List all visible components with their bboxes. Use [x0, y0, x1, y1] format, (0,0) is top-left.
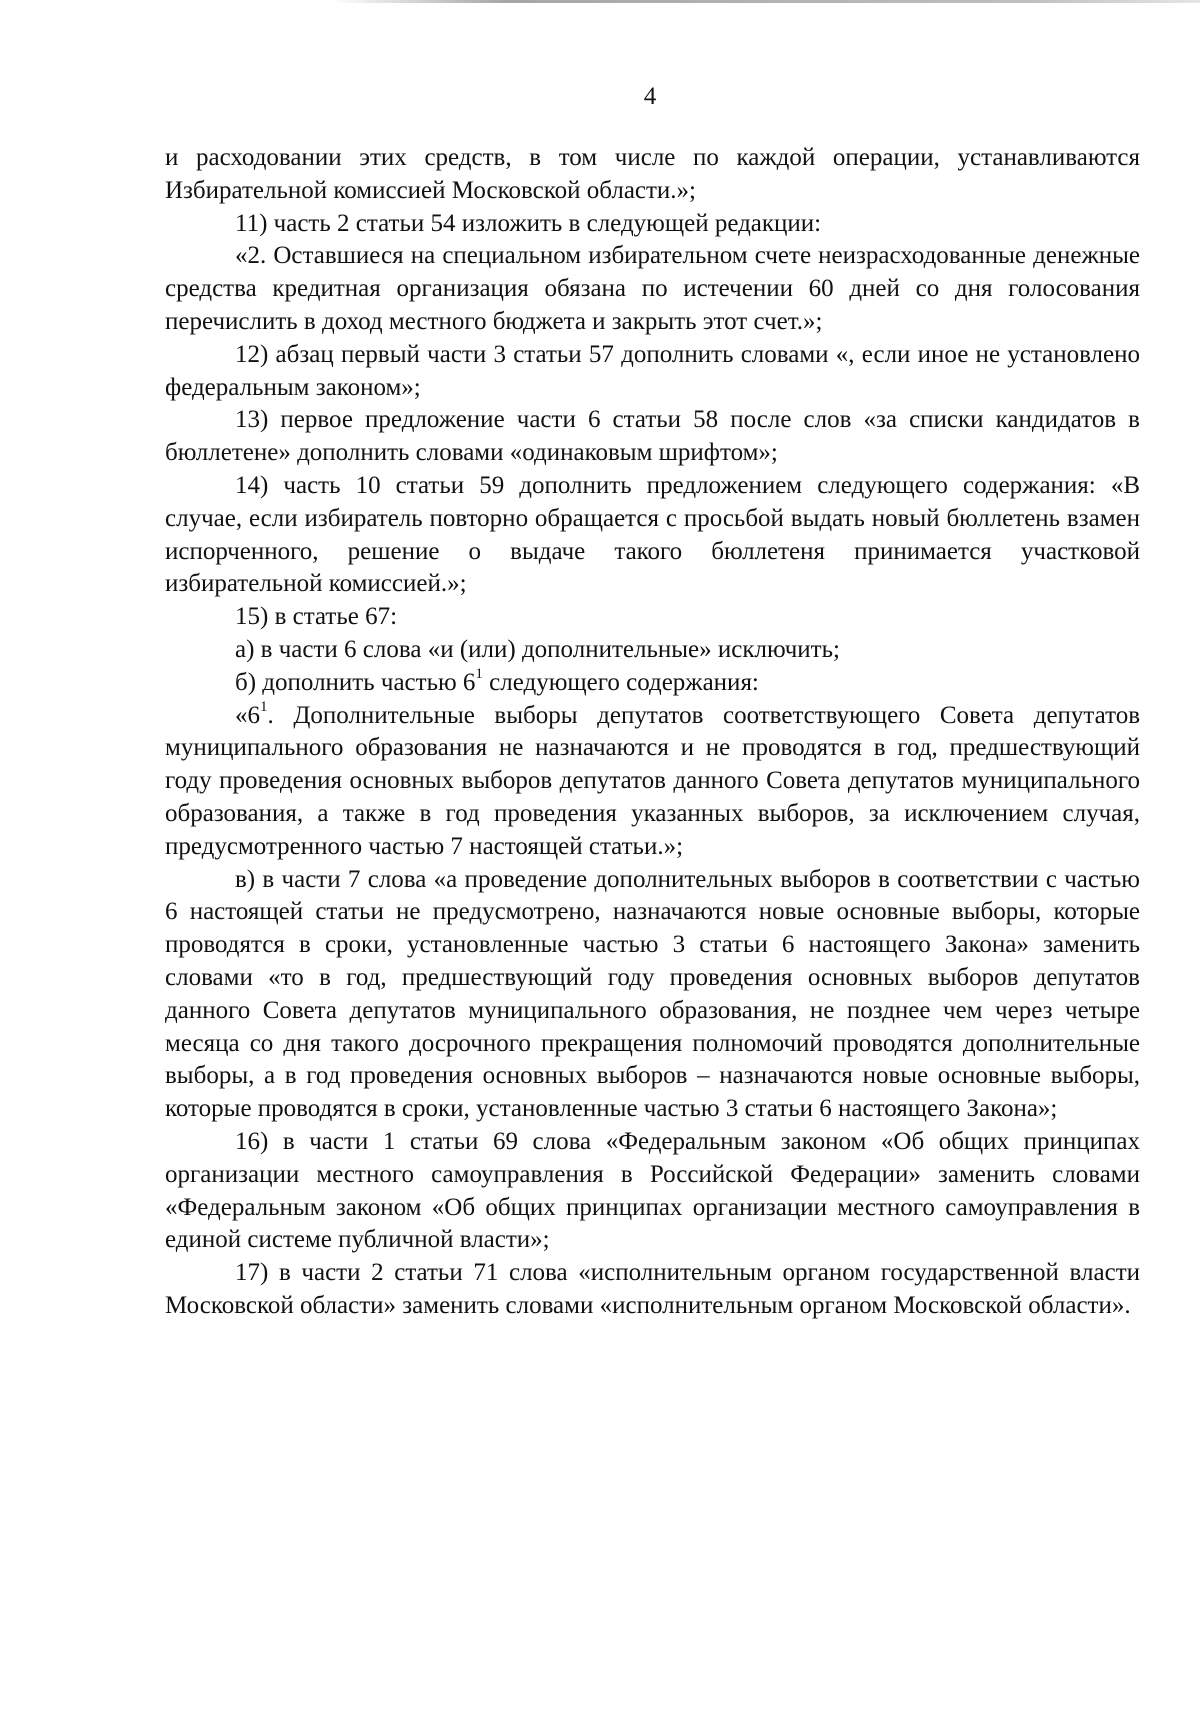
- paragraph-item-17: 17) в части 2 статьи 71 слова «исполнительным органом государственной власти Московской области» заменить словами «исполнительным органом Московской области».: [165, 1259, 1140, 1319]
- paragraph-part-6-1-text-start: «6: [235, 701, 260, 729]
- paragraph-item-13: 13) первое предложение части 6 статьи 58 после слов «за списки кандидатов в бюллетене» дополнить словами «одинаковым шрифтом»;: [165, 406, 1140, 467]
- paragraph-item-15b: [165, 667, 1140, 700]
- paragraph-item-12: 12) абзац первый части 3 статьи 57 дополнить словами «, если иное не установлено федеральным законом»;: [165, 340, 1140, 401]
- paragraph-item-15b-text-start: б) дополнить частью 6: [235, 668, 476, 696]
- paragraph-item-11: 11) часть 2 статьи 54 изложить в следующей редакции:: [235, 209, 822, 237]
- paragraph-item-15a: а) в части 6 слова «и (или) дополнительные» исключить;: [235, 635, 840, 663]
- page-number: 4: [643, 83, 657, 110]
- superscript-mark: 1: [260, 699, 268, 716]
- scan-edge-line: [330, 0, 1200, 3]
- paragraph-item-16: 16) в части 1 статьи 69 слова «Федеральным законом «Об общих принципах организации местного самоуправления в Российской Федерации» заменить словами «Федеральным законом «Об общих принципах организации местного самоуправления в единой системе публичной власти»;: [165, 1127, 1140, 1254]
- document-body: [165, 142, 1140, 1323]
- paragraph-continuation: и расходовании этих средств, в том числе по каждой операции, устанавливаются Избирательной комиссией Московской области.»;: [165, 144, 1140, 204]
- paragraph-part-6-1-text-end: . Дополнительные выборы депутатов соответствующего Совета депутатов муниципального образования не назначаются и не проводятся в год, предшествующий году проведения основных выборов депутатов данного Совета депутатов муниципального образования, а также в год проведения указанных выборов, за исключением случая, предусмотренного частью 7 настоящей статьи.»;: [165, 701, 1140, 860]
- paragraph-item-11-text: «2. Оставшиеся на специальном избирательном счете неизрасходованные денежные средства кредитная организация обязана по истечении 60 дней со дня голосования перечислить в доход местного бюджета и закрыть этот счет.»;: [165, 242, 1140, 335]
- paragraph-item-15b-text-end: следующего содержания:: [482, 668, 759, 696]
- paragraph-part-6-1: [165, 700, 1140, 864]
- superscript-mark: 1: [475, 666, 483, 683]
- paragraph-item-15v: в) в части 7 слова «а проведение дополнительных выборов в соответствии с частью 6 настоящей статьи не предусмотрено, назначаются новые основные выборы, которые проводятся в сроки, установленные частью 3 статьи 6 настоящего Закона» заменить словами «то в год, предшествующий году проведения основных выборов депутатов данного Совета депутатов муниципального образования, не позднее чем через четыре месяца со дня такого досрочного прекращения полномочий проводятся дополнительные выборы, а в год проведения основных выборов – назначаются новые основные выборы, которые проводятся в сроки, установленные частью 3 статьи 6 настоящего Закона»;: [165, 865, 1140, 1123]
- paragraph-item-14: 14) часть 10 статьи 59 дополнить предложением следующего содержания: «В случае, если избиратель повторно обращается с просьбой выдать новый бюллетень взамен испорченного, решение о выдаче такого бюллетеня принимается участковой избирательной комиссией.»;: [165, 471, 1140, 598]
- paragraph-item-15: 15) в статье 67:: [235, 603, 398, 631]
